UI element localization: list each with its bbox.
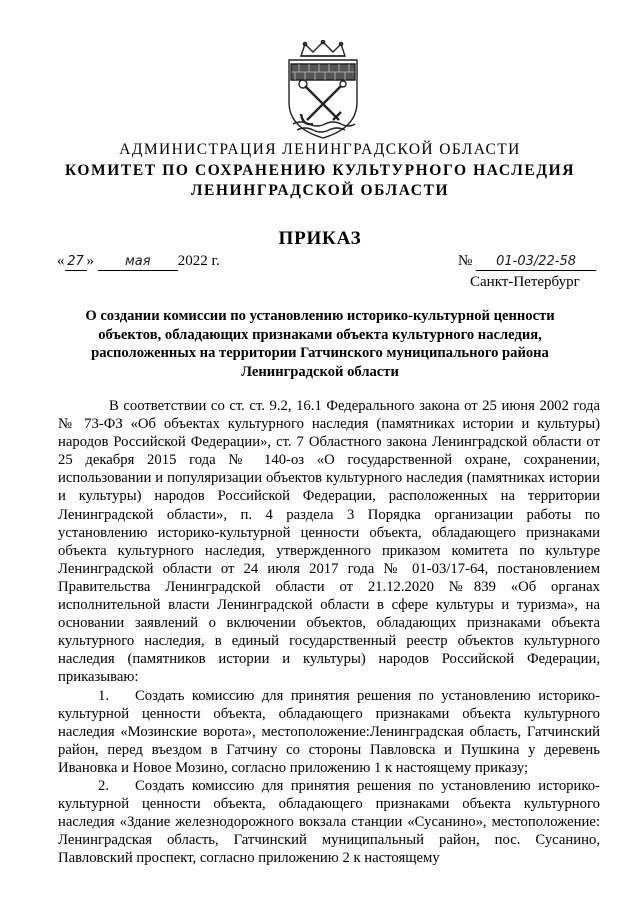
order-number-value: 01-03/22-58 [476,254,596,271]
subject-line: объектов, обладающих признаками объекта культурного наследия, [98,326,542,343]
order-date [57,253,220,271]
date-year: 2022 г. [177,253,220,269]
item-text: Создать комиссию для принятия решения по установлению историко-культурной ценности объекта, обладающего признаками объекта культурного наследия «Здание железнодорожного вокзала станции «Сусанино», местоположение: Ленинградская область, Гатчинский муниципальный район, пос. Сусанино, Павловский проспект, согласно приложению 2 к настоящему [58,777,600,867]
order-subject [40,307,600,381]
item-number: 2. [98,777,110,794]
date-open-quote: « [57,253,65,269]
order-item [58,777,600,867]
header-committee: КОМИТЕТ ПО СОХРАНЕНИЮ КУЛЬТУРНОГО НАСЛЕДИЯ [64,162,576,179]
subject-line: Ленинградской области [241,363,399,380]
order-number-prefix: № [458,253,473,269]
city: Санкт-Петербург [470,274,580,290]
header-region: ЛЕНИНГРАДСКОЙ ОБЛАСТИ [190,182,450,199]
preamble-paragraph: В соответствии со ст. ст. 9.2, 16.1 Федерального закона от 25 июня 2002 года № 73-ФЗ «Об объектах культурного наследия (памятниках истории и культуры) народов Российской Федерации», ст. 7 Областного закона Ленинградской области от 25 декабря 2015 года № 140-оз «О государственной охране, сохранении, использовании и популяризации объектов культурного наследия (памятниках истории и культуры) народов Российской Федерации, расположенных на территории Ленинградской области», п. 4 раздела 3 Порядка организации работы по установлению историко-культурной ценности объекта, обладающего признаками объекта культурного наследия, утвержденного приказом комитета по культуре Ленинградской области от 24 июля 2017 года № 01-03/17-64, постановлением Правительства Ленинградской области от 21.12.2020 №839 «Об органах исполнительной власти Ленинградской области в сфере культуры и туризма», на основании заявлений о включении объектов, обладающих признаками объекта культурного наследия, в единый государственный реестр объектов культурного наследия (памятников истории и культуры) народов Российской Федерации, приказываю: [58,398,600,686]
coat-of-arms-icon [283,40,363,140]
subject-line: расположенных на территории Гатчинского муниципального района [91,345,549,361]
order-item [58,687,600,777]
item-text: Создать комиссию для принятия решения по установлению историко-культурной ценности объекта, обладающего признаками объекта культурного наследия «Мозинские ворота», местоположение:Ленинградская область, Гатчинский район, перед въездом в Гатчину со стороны Павловска и Пушкина у деревень Ивановка и Новое Мозино, согласно приложению 1 к настоящему приказу; [58,687,600,776]
header-administration: АДМИНИСТРАЦИЯ ЛЕНИНГРАДСКОЙ ОБЛАСТИ [119,141,521,158]
subject-line: О создании комиссии по установлению историко-культурной ценности [85,308,555,324]
order-number [458,253,596,271]
date-day: 27 [65,254,87,271]
order-body [58,397,600,867]
date-close-quote: » [86,253,94,269]
date-month: мая [98,254,178,271]
document-title: ПРИКАЗ [278,228,362,249]
item-number: 1. [98,687,110,704]
